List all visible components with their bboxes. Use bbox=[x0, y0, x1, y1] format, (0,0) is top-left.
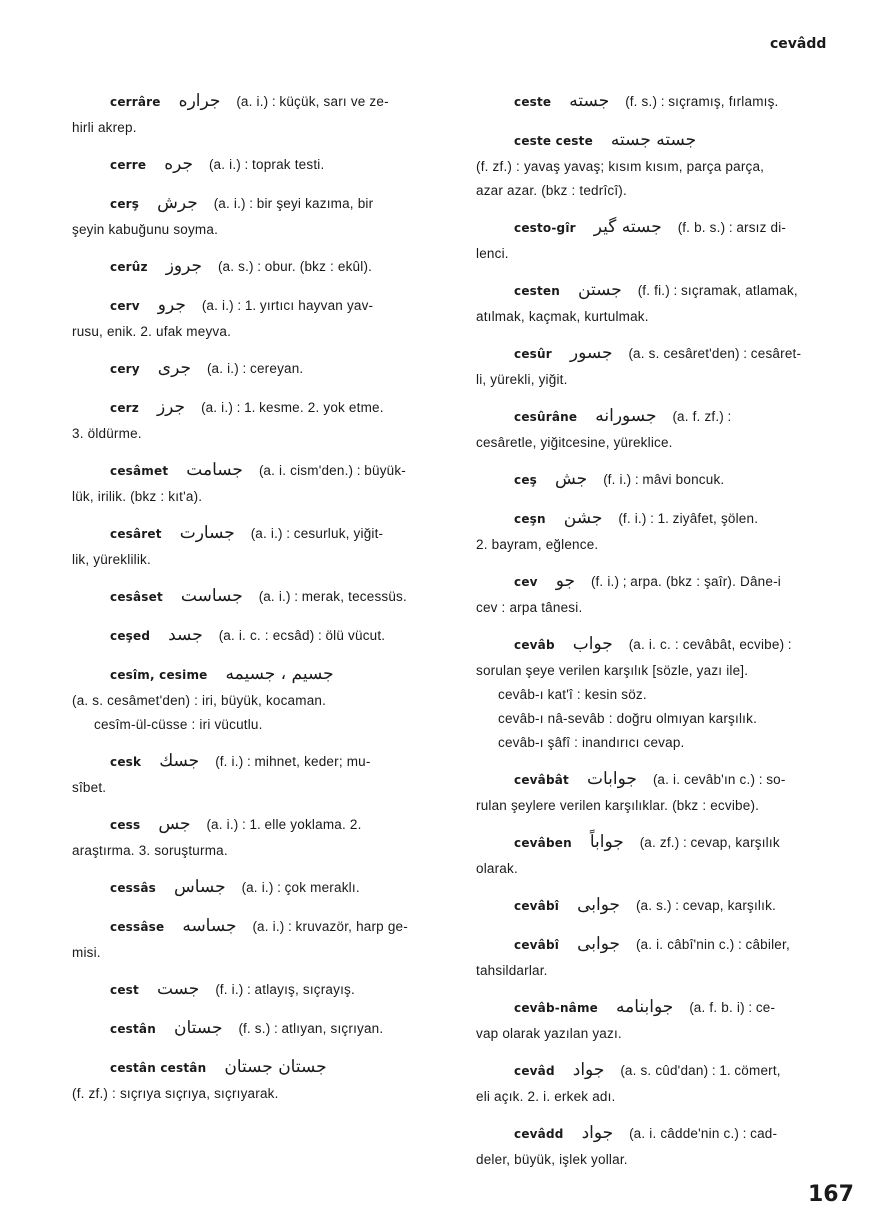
definition-continuation: sorulan şeye verilen karşılık [sözle, yazı ile]. bbox=[476, 663, 749, 678]
arabic-spelling: جستن bbox=[578, 280, 622, 300]
definition-continuation: vap olarak yazılan yazı. bbox=[476, 1026, 622, 1041]
dictionary-entry bbox=[72, 394, 452, 446]
dictionary-entry bbox=[72, 913, 452, 965]
dictionary-entry bbox=[476, 568, 854, 620]
headword: cery bbox=[110, 362, 140, 376]
definition-continuation: (f. zf.) : yavaş yavaş; kısım kısım, parça parça, bbox=[476, 159, 765, 174]
dictionary-entry bbox=[72, 292, 452, 344]
dictionary-entry bbox=[476, 505, 854, 557]
sub-entry: cevâb-ı kat'î : kesin söz. bbox=[498, 687, 647, 702]
arabic-spelling: جسامت bbox=[186, 460, 243, 480]
page-number: 167 bbox=[808, 1182, 854, 1207]
headword: cesûrâne bbox=[514, 410, 578, 424]
dictionary-entry bbox=[72, 976, 452, 1004]
definition-continuation: sîbet. bbox=[72, 780, 107, 795]
headword: cerrâre bbox=[110, 95, 161, 109]
dictionary-entry bbox=[476, 277, 854, 329]
definition-continuation: eli açık. 2. i. erkek adı. bbox=[476, 1089, 616, 1104]
headword: cerş bbox=[110, 197, 140, 211]
arabic-spelling: جوابنامه bbox=[616, 997, 674, 1017]
dictionary-entry bbox=[72, 253, 452, 281]
definition-continuation: olarak. bbox=[476, 861, 518, 876]
definition: (a. s.) : obur. (bkz : ekûl). bbox=[218, 259, 373, 274]
entry-first-line bbox=[72, 913, 452, 941]
definition: (f. s.) : atlıyan, sıçrıyan. bbox=[238, 1021, 384, 1036]
entry-first-line bbox=[476, 931, 854, 959]
entry-first-line bbox=[476, 1120, 854, 1148]
definition: (a. i.) : bir şeyi kazıma, bir bbox=[213, 196, 374, 211]
definition: (a. i.) : küçük, sarı ve ze- bbox=[236, 94, 389, 109]
dictionary-entry bbox=[72, 661, 452, 737]
entry-first-line bbox=[72, 190, 452, 218]
dictionary-entry bbox=[72, 622, 452, 650]
arabic-spelling: جسيم ، جسيمه bbox=[225, 664, 334, 684]
headword: cevâb-nâme bbox=[514, 1001, 599, 1015]
dictionary-entry bbox=[476, 466, 854, 494]
arabic-spelling: جواد bbox=[581, 1123, 614, 1143]
definition: (f. i.) : 1. ziyâfet, şölen. bbox=[618, 511, 759, 526]
definition-continuation: misi. bbox=[72, 945, 101, 960]
definition-continuation: şeyin kabuğunu soyma. bbox=[72, 222, 219, 237]
entry-first-line bbox=[476, 631, 854, 659]
entry-first-line bbox=[476, 766, 854, 794]
entry-first-line bbox=[72, 661, 452, 689]
dictionary-entry bbox=[476, 1057, 854, 1109]
dictionary-entry bbox=[476, 931, 854, 983]
dictionary-entry bbox=[72, 151, 452, 179]
dictionary-entry bbox=[72, 1015, 452, 1043]
definition: (a. i. câbî'nin c.) : câbiler, bbox=[636, 937, 790, 952]
definition: (a. i.) : cereyan. bbox=[207, 361, 304, 376]
dictionary-entry bbox=[476, 829, 854, 881]
headword: ceste bbox=[514, 95, 552, 109]
dictionary-entry bbox=[476, 88, 854, 116]
headword: ceşn bbox=[514, 512, 546, 526]
arabic-spelling: جستان bbox=[173, 1018, 223, 1038]
dictionary-entry bbox=[72, 355, 452, 383]
headword: cesûr bbox=[514, 347, 552, 361]
definition-continuation: deler, büyük, işlek yollar. bbox=[476, 1152, 628, 1167]
headword: cesâmet bbox=[110, 464, 169, 478]
arabic-spelling: جراره bbox=[178, 91, 221, 111]
definition: (f. i.) : mihnet, keder; mu- bbox=[215, 754, 371, 769]
definition: (a. s. cûd'dan) : 1. cömert, bbox=[620, 1063, 781, 1078]
entry-first-line bbox=[476, 127, 854, 155]
entry-first-line bbox=[476, 994, 854, 1022]
arabic-spelling: جرز bbox=[156, 397, 186, 417]
definition-continuation: tahsildarlar. bbox=[476, 963, 548, 978]
running-header: cevâdd bbox=[770, 36, 827, 52]
arabic-spelling: جوابى bbox=[577, 895, 620, 915]
entry-first-line bbox=[72, 520, 452, 548]
definition-continuation: (f. zf.) : sıçrıya sıçrıya, sıçrıyarak. bbox=[72, 1086, 279, 1101]
definition: (f. fi.) : sıçramak, atlamak, bbox=[637, 283, 798, 298]
definition-continuation: rusu, enik. 2. ufak meyva. bbox=[72, 324, 232, 339]
entry-first-line bbox=[476, 340, 854, 368]
dictionary-entry bbox=[72, 190, 452, 242]
definition: (a. i. cism'den.) : büyük- bbox=[258, 463, 407, 478]
headword: cerv bbox=[110, 299, 140, 313]
definition-continuation: 3. öldürme. bbox=[72, 426, 142, 441]
left-column bbox=[72, 88, 452, 1117]
definition-continuation: atılmak, kaçmak, kurtulmak. bbox=[476, 309, 649, 324]
dictionary-entry bbox=[476, 127, 854, 203]
entry-first-line bbox=[476, 214, 854, 242]
definition-continuation: hirli akrep. bbox=[72, 120, 137, 135]
definition: (f. s.) : sıçramış, fırlamış. bbox=[625, 94, 779, 109]
arabic-spelling: جواب bbox=[572, 634, 613, 654]
headword: cesten bbox=[514, 284, 561, 298]
entry-first-line bbox=[72, 253, 452, 281]
headword: cesk bbox=[110, 755, 142, 769]
definition-continuation: cev : arpa tânesi. bbox=[476, 600, 583, 615]
entry-first-line bbox=[476, 505, 854, 533]
entry-first-line bbox=[72, 1054, 452, 1082]
entry-first-line bbox=[476, 1057, 854, 1085]
definition: (a. i.) : çok meraklı. bbox=[241, 880, 360, 895]
definition: (a. i. c. : ecsâd) : ölü vücut. bbox=[218, 628, 386, 643]
definition: (a. i.) : toprak testi. bbox=[209, 157, 325, 172]
arabic-spelling: جس bbox=[158, 814, 191, 834]
dictionary-entry bbox=[72, 874, 452, 902]
dictionary-entry bbox=[72, 520, 452, 572]
headword: cevâd bbox=[514, 1064, 555, 1078]
arabic-spelling: جوابى bbox=[577, 934, 620, 954]
arabic-spelling: جسور bbox=[569, 343, 613, 363]
definition: (a. i. cevâb'ın c.) : so- bbox=[652, 772, 786, 787]
dictionary-entry bbox=[72, 583, 452, 611]
headword: cesâret bbox=[110, 527, 162, 541]
headword: cess bbox=[110, 818, 141, 832]
entry-first-line bbox=[476, 892, 854, 920]
entry-first-line bbox=[72, 292, 452, 320]
headword: cestân cestân bbox=[110, 1061, 207, 1075]
entry-first-line bbox=[72, 394, 452, 422]
arabic-spelling: جسته گیر bbox=[593, 217, 662, 237]
entry-first-line bbox=[72, 457, 452, 485]
arabic-spelling: جساسه bbox=[182, 916, 237, 936]
arabic-spelling: جستان جستان bbox=[224, 1057, 327, 1077]
headword: ceşed bbox=[110, 629, 151, 643]
definition: (a. i.) : kruvazör, harp ge- bbox=[252, 919, 408, 934]
dictionary-entry bbox=[476, 766, 854, 818]
headword: cev bbox=[514, 575, 538, 589]
headword: cest bbox=[110, 983, 139, 997]
definition-continuation: lik, yüreklilik. bbox=[72, 552, 151, 567]
arabic-spelling: جست bbox=[156, 979, 200, 999]
dictionary-entry bbox=[72, 811, 452, 863]
arabic-spelling: جسك bbox=[159, 751, 200, 771]
headword: cessâse bbox=[110, 920, 165, 934]
arabic-spelling: جسارت bbox=[179, 523, 235, 543]
entry-first-line bbox=[476, 277, 854, 305]
dictionary-entry bbox=[72, 748, 452, 800]
definition-continuation: azar azar. (bkz : tedrîcî). bbox=[476, 183, 627, 198]
dictionary-entry bbox=[476, 403, 854, 455]
headword: cevâb bbox=[514, 638, 555, 652]
definition: (a. i. câdde'nin c.) : cad- bbox=[629, 1126, 778, 1141]
definition: (a. s.) : cevap, karşılık. bbox=[636, 898, 776, 913]
dictionary-entry bbox=[72, 88, 452, 140]
entry-first-line bbox=[72, 1015, 452, 1043]
arabic-spelling: جساست bbox=[180, 586, 243, 606]
entry-first-line bbox=[476, 829, 854, 857]
arabic-spelling: جره bbox=[164, 154, 194, 174]
entry-first-line bbox=[72, 622, 452, 650]
dictionary-entry bbox=[476, 631, 854, 755]
right-column bbox=[476, 88, 854, 1183]
dictionary-entry bbox=[476, 214, 854, 266]
dictionary-entry bbox=[72, 457, 452, 509]
definition-continuation: araştırma. 3. soruşturma. bbox=[72, 843, 228, 858]
arabic-spelling: جوابات bbox=[587, 769, 637, 789]
arabic-spelling: جرى bbox=[157, 358, 191, 378]
arabic-spelling: جواباً bbox=[589, 832, 624, 852]
entry-first-line bbox=[476, 88, 854, 116]
dictionary-entry bbox=[476, 892, 854, 920]
arabic-spelling: جشن bbox=[563, 508, 603, 528]
entry-first-line bbox=[476, 403, 854, 431]
headword: cevâben bbox=[514, 836, 572, 850]
headword: cevâbî bbox=[514, 899, 560, 913]
dictionary-entry bbox=[72, 1054, 452, 1106]
arabic-spelling: جواد bbox=[572, 1060, 605, 1080]
arabic-spelling: جسته bbox=[569, 91, 610, 111]
dictionary-entry bbox=[476, 994, 854, 1046]
arabic-spelling: جسته جسته bbox=[610, 130, 697, 150]
headword: cessâs bbox=[110, 881, 156, 895]
sub-entry: cesîm-ül-cüsse : iri vücutlu. bbox=[94, 717, 263, 732]
entry-first-line bbox=[72, 976, 452, 1004]
definition-continuation: 2. bayram, eğlence. bbox=[476, 537, 599, 552]
definition: (a. i.) : cesurluk, yiğit- bbox=[250, 526, 384, 541]
headword: cerz bbox=[110, 401, 139, 415]
headword: ceş bbox=[514, 473, 537, 487]
definition: (f. i.) ; arpa. (bkz : şaîr). Dâne-i bbox=[590, 574, 781, 589]
entry-first-line bbox=[72, 583, 452, 611]
headword: cesîm, cesime bbox=[110, 668, 208, 682]
headword: cestân bbox=[110, 1022, 156, 1036]
definition-continuation: (a. s. cesâmet'den) : iri, büyük, kocaman. bbox=[72, 693, 327, 708]
definition: (f. i.) : atlayış, sıçrayış. bbox=[215, 982, 355, 997]
definition: (a. i.) : 1. kesme. 2. yok etme. bbox=[201, 400, 384, 415]
entry-first-line bbox=[72, 151, 452, 179]
entry-first-line bbox=[476, 568, 854, 596]
definition: (a. i. c. : cevâbât, ecvibe) : bbox=[628, 637, 792, 652]
arabic-spelling: جروز bbox=[165, 256, 203, 276]
entry-first-line bbox=[72, 355, 452, 383]
dictionary-entry bbox=[476, 1120, 854, 1172]
headword: cerûz bbox=[110, 260, 148, 274]
sub-entry: cevâb-ı şâfî : inandırıcı cevap. bbox=[498, 735, 685, 750]
definition-continuation: lük, irilik. (bkz : kıt'a). bbox=[72, 489, 203, 504]
headword: cevâbî bbox=[514, 938, 560, 952]
definition: (a. i.) : merak, tecessüs. bbox=[258, 589, 407, 604]
entry-first-line bbox=[72, 748, 452, 776]
definition: (f. i.) : mâvi boncuk. bbox=[603, 472, 725, 487]
entry-first-line bbox=[72, 874, 452, 902]
entry-first-line bbox=[476, 466, 854, 494]
headword: ceste ceste bbox=[514, 134, 593, 148]
headword: cevâdd bbox=[514, 1127, 564, 1141]
arabic-spelling: جساس bbox=[173, 877, 226, 897]
arabic-spelling: جو bbox=[555, 571, 575, 591]
headword: cesâset bbox=[110, 590, 163, 604]
definition-continuation: cesâretle, yiğitcesine, yüreklice. bbox=[476, 435, 673, 450]
entry-first-line bbox=[72, 88, 452, 116]
headword: cesto-gîr bbox=[514, 221, 576, 235]
definition: (a. zf.) : cevap, karşılık bbox=[639, 835, 780, 850]
definition: (a. i.) : 1. elle yoklama. 2. bbox=[206, 817, 362, 832]
definition-continuation: lenci. bbox=[476, 246, 509, 261]
entry-first-line bbox=[72, 811, 452, 839]
dictionary-entry bbox=[476, 340, 854, 392]
definition: (f. b. s.) : arsız di- bbox=[677, 220, 787, 235]
arabic-spelling: جسورانه bbox=[595, 406, 657, 426]
arabic-spelling: جرش bbox=[157, 193, 198, 213]
definition-continuation: li, yürekli, yiğit. bbox=[476, 372, 568, 387]
sub-entry: cevâb-ı nâ-sevâb : doğru olmıyan karşılık. bbox=[498, 711, 758, 726]
arabic-spelling: جرو bbox=[157, 295, 186, 315]
definition: (a. f. zf.) : bbox=[672, 409, 732, 424]
headword: cevâbât bbox=[514, 773, 569, 787]
headword: cerre bbox=[110, 158, 147, 172]
arabic-spelling: جش bbox=[555, 469, 588, 489]
arabic-spelling: جسد bbox=[168, 625, 203, 645]
definition-continuation: rulan şeylere verilen karşılıklar. (bkz : ecvibe). bbox=[476, 798, 760, 813]
definition: (a. f. b. i) : ce- bbox=[689, 1000, 776, 1015]
definition: (a. s. cesâret'den) : cesâret- bbox=[628, 346, 802, 361]
definition: (a. i.) : 1. yırtıcı hayvan yav- bbox=[201, 298, 374, 313]
